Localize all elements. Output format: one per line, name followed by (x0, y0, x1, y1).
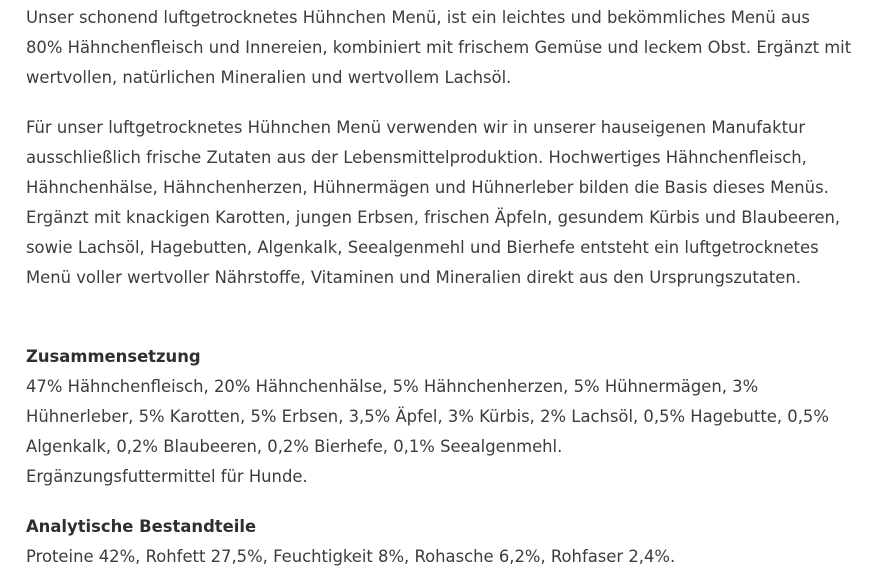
analytical-constituents-line: Proteine 42%, Rohfett 27,5%, Feuchtigkeit 8%, Rohasche 6,2%, Rohfaser 2,4%. (26, 547, 676, 566)
composition-line: Hühnerleber, 5% Karotten, 5% Erbsen, 3,5% Äpfel, 3% Kürbis, 2% Lachsöl, 0,5% Hagebutte, 0,5% (26, 407, 829, 426)
text-line: Für unser luftgetrocknetes Hühnchen Menü verwenden wir in unserer hauseigenen Manufaktur (26, 118, 806, 137)
composition-heading: Zusammensetzung (26, 347, 201, 366)
text-line: Ergänzt mit knackigen Karotten, jungen Erbsen, frischen Äpfeln, gesundem Kürbis und Blaubeeren, (26, 208, 841, 227)
composition-section (26, 342, 886, 492)
analytical-constituents-heading: Analytische Bestandteile (26, 517, 257, 536)
product-description-content (26, 3, 886, 572)
text-line: Hähnchenhälse, Hähnchenherzen, Hühnermägen und Hühnerleber bilden die Basis dieses Menüs. (26, 178, 829, 197)
text-line: Unser schonend luftgetrocknetes Hühnchen Menü, ist ein leichtes und bekömmliches Menü aus (26, 8, 810, 27)
description-paragraph-2 (26, 113, 886, 293)
description-paragraph-1 (26, 3, 886, 93)
analytical-constituents-section (26, 512, 886, 572)
composition-line: 47% Hähnchenfleisch, 20% Hähnchenhälse, 5% Hähnchenherzen, 5% Hühnermägen, 3% (26, 377, 759, 396)
composition-line: Algenkalk, 0,2% Blaubeeren, 0,2% Bierhefe, 0,1% Seealgenmehl. (26, 437, 563, 456)
text-line: Menü voller wertvoller Nährstoffe, Vitaminen und Mineralien direkt aus den Ursprungszutaten. (26, 268, 801, 287)
feed-type-line: Ergänzungsfuttermittel für Hunde. (26, 467, 308, 486)
text-line: wertvollen, natürlichen Mineralien und wertvollem Lachsöl. (26, 68, 512, 87)
text-line: 80% Hähnchenfleisch und Innereien, kombiniert mit frischem Gemüse und leckem Obst. Ergänzt mit (26, 38, 852, 57)
text-line: sowie Lachsöl, Hagebutten, Algenkalk, Seealgenmehl und Bierhefe entsteht ein luftgetrocknetes (26, 238, 819, 257)
text-line: ausschließlich frische Zutaten aus der Lebensmittelproduktion. Hochwertiges Hähnchenfleisch, (26, 148, 807, 167)
